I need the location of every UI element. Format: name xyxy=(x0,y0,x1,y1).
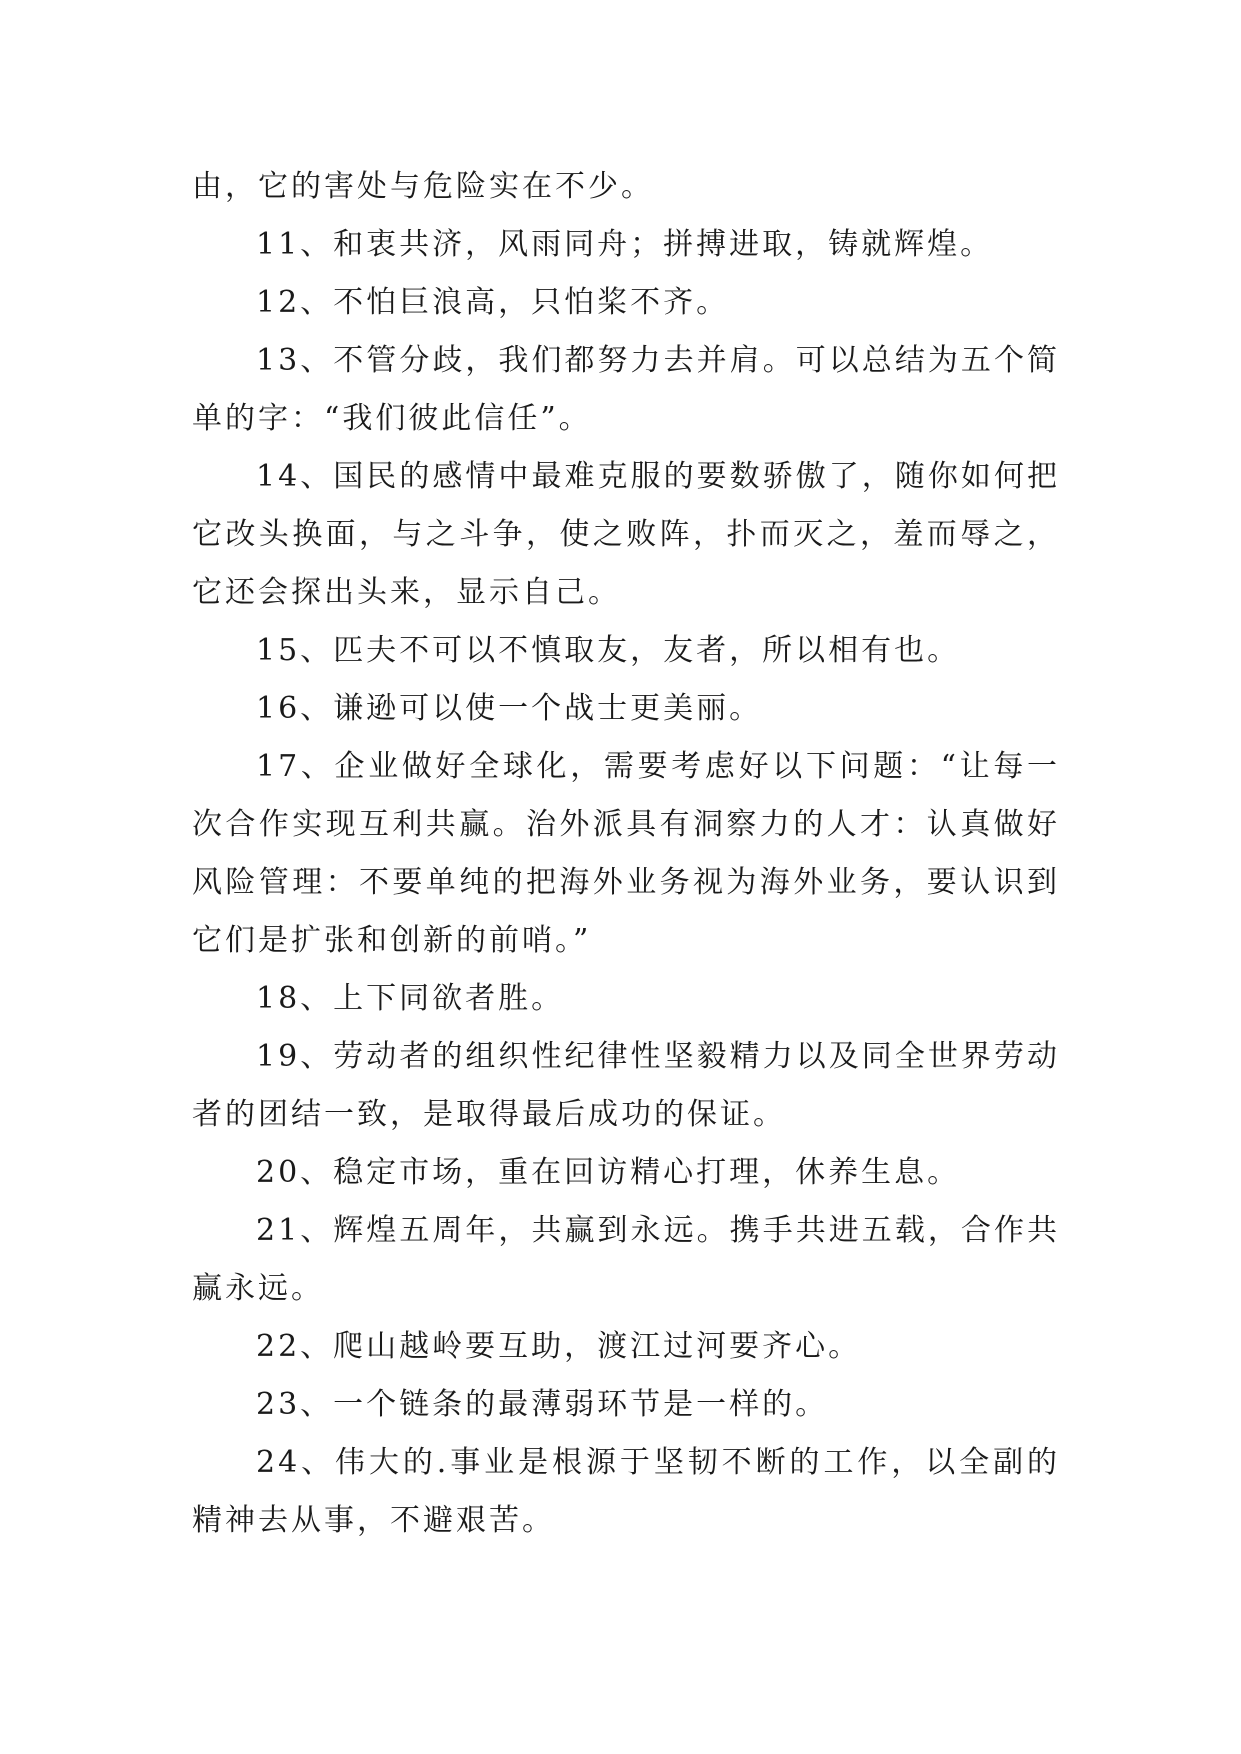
quote-23: 23、一个链条的最薄弱环节是一样的。 xyxy=(256,1387,829,1422)
quote-14: 14、国民的感情中最难克服的要数骄傲了，随你如何把它改头换面，与之斗争，使之败阵，扑而灭之，羞而辱之，它还会探出头来，显示自己。 xyxy=(192,459,1060,610)
paragraph-continuation: 由，它的害处与危险实在不少。 xyxy=(192,169,654,204)
quote-18: 18、上下同欲者胜。 xyxy=(256,981,565,1016)
document-body xyxy=(192,158,1060,1550)
quote-11: 11、和衷共济，风雨同舟；拼搏进取，铸就辉煌。 xyxy=(256,227,994,262)
quote-17: 17、企业做好全球化，需要考虑好以下问题：“让每一次合作实现互利共赢。治外派具有洞察力的人才：认真做好风险管理：不要单纯的把海外业务视为海外业务，要认识到它们是扩张和创新的前哨。” xyxy=(192,749,1060,958)
quote-16: 16、谦逊可以使一个战士更美丽。 xyxy=(256,691,763,726)
quote-19: 19、劳动者的组织性纪律性坚毅精力以及同全世界劳动者的团结一致，是取得最后成功的保证。 xyxy=(192,1039,1060,1132)
quote-13: 13、不管分歧，我们都努力去并肩。可以总结为五个简单的字：“我们彼此信任”。 xyxy=(192,343,1060,436)
quote-15: 15、匹夫不可以不慎取友，友者，所以相有也。 xyxy=(256,633,961,668)
quote-12: 12、不怕巨浪高，只怕桨不齐。 xyxy=(256,285,730,320)
quote-22: 22、爬山越岭要互助，渡江过河要齐心。 xyxy=(256,1329,862,1364)
quote-21: 21、辉煌五周年，共赢到永远。携手共进五载，合作共赢永远。 xyxy=(192,1213,1060,1306)
quote-20: 20、稳定市场，重在回访精心打理，休养生息。 xyxy=(256,1155,961,1190)
quote-24: 24、伟大的.事业是根源于坚韧不断的工作，以全副的精神去从事，不避艰苦。 xyxy=(192,1445,1060,1538)
